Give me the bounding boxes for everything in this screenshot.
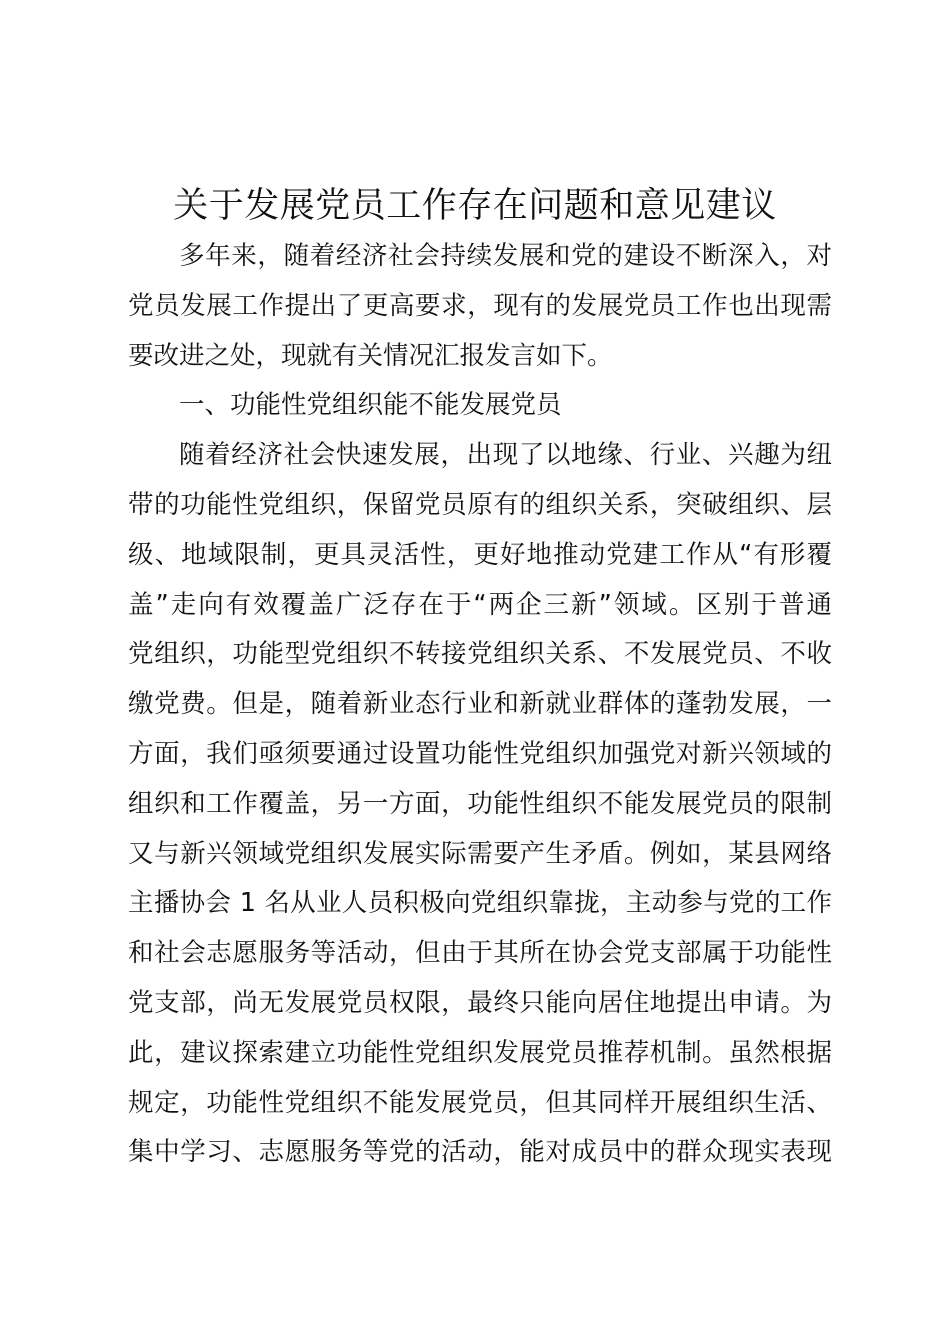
body-line: 主播协会 1 名从业人员积极向党组织靠拢，主动参与党的工作 — [128, 888, 832, 919]
body-line: 规定，功能性党组织不能发展党员，但其同样开展组织生活、 — [128, 1087, 832, 1118]
body-line: 和社会志愿服务等活动，但由于其所在协会党支部属于功能性 — [128, 938, 832, 969]
document-title: 关于发展党员工作存在问题和意见建议 — [173, 186, 777, 226]
body-line: 随着经济社会快速发展，出现了以地缘、行业、兴趣为纽 — [179, 440, 832, 471]
body-line: 方面，我们亟须要通过设置功能性党组织加强党对新兴领域的 — [128, 738, 832, 769]
body-line: 此，建议探索建立功能性党组织发展党员推荐机制。虽然根据 — [128, 1037, 832, 1068]
body-line: 带的功能性党组织，保留党员原有的组织关系，突破组织、层 — [128, 489, 832, 520]
body-line: 要改进之处，现就有关情况汇报发言如下。 — [128, 340, 613, 371]
body-line: 缴党费。但是，随着新业态行业和新就业群体的蓬勃发展，一 — [128, 689, 832, 720]
body-line: 多年来，随着经济社会持续发展和党的建设不断深入，对 — [179, 241, 832, 271]
body-line: 又与新兴领域党组织发展实际需要产生矛盾。例如，某县网络 — [128, 838, 832, 869]
body-line: 党支部，尚无发展党员权限，最终只能向居住地提出申请。为 — [128, 987, 832, 1018]
body-line: 盖”走向有效覆盖广泛存在于“两企三新”领域。区别于普通 — [128, 589, 832, 620]
body-line: 党员发展工作提出了更高要求，现有的发展党员工作也出现需 — [128, 290, 832, 321]
body-line: 党组织，功能型党组织不转接党组织关系、不发展党员、不收 — [128, 639, 832, 670]
body-line: 级、地域限制，更具灵活性，更好地推动党建工作从“有形覆 — [128, 539, 832, 570]
document-body — [128, 232, 832, 1178]
body-line: 集中学习、志愿服务等党的活动，能对成员中的群众现实表现 — [128, 1137, 832, 1168]
body-line: 组织和工作覆盖，另一方面，功能性组织不能发展党员的限制 — [128, 788, 832, 819]
section-heading: 一、功能性党组织能不能发展党员 — [179, 390, 562, 421]
